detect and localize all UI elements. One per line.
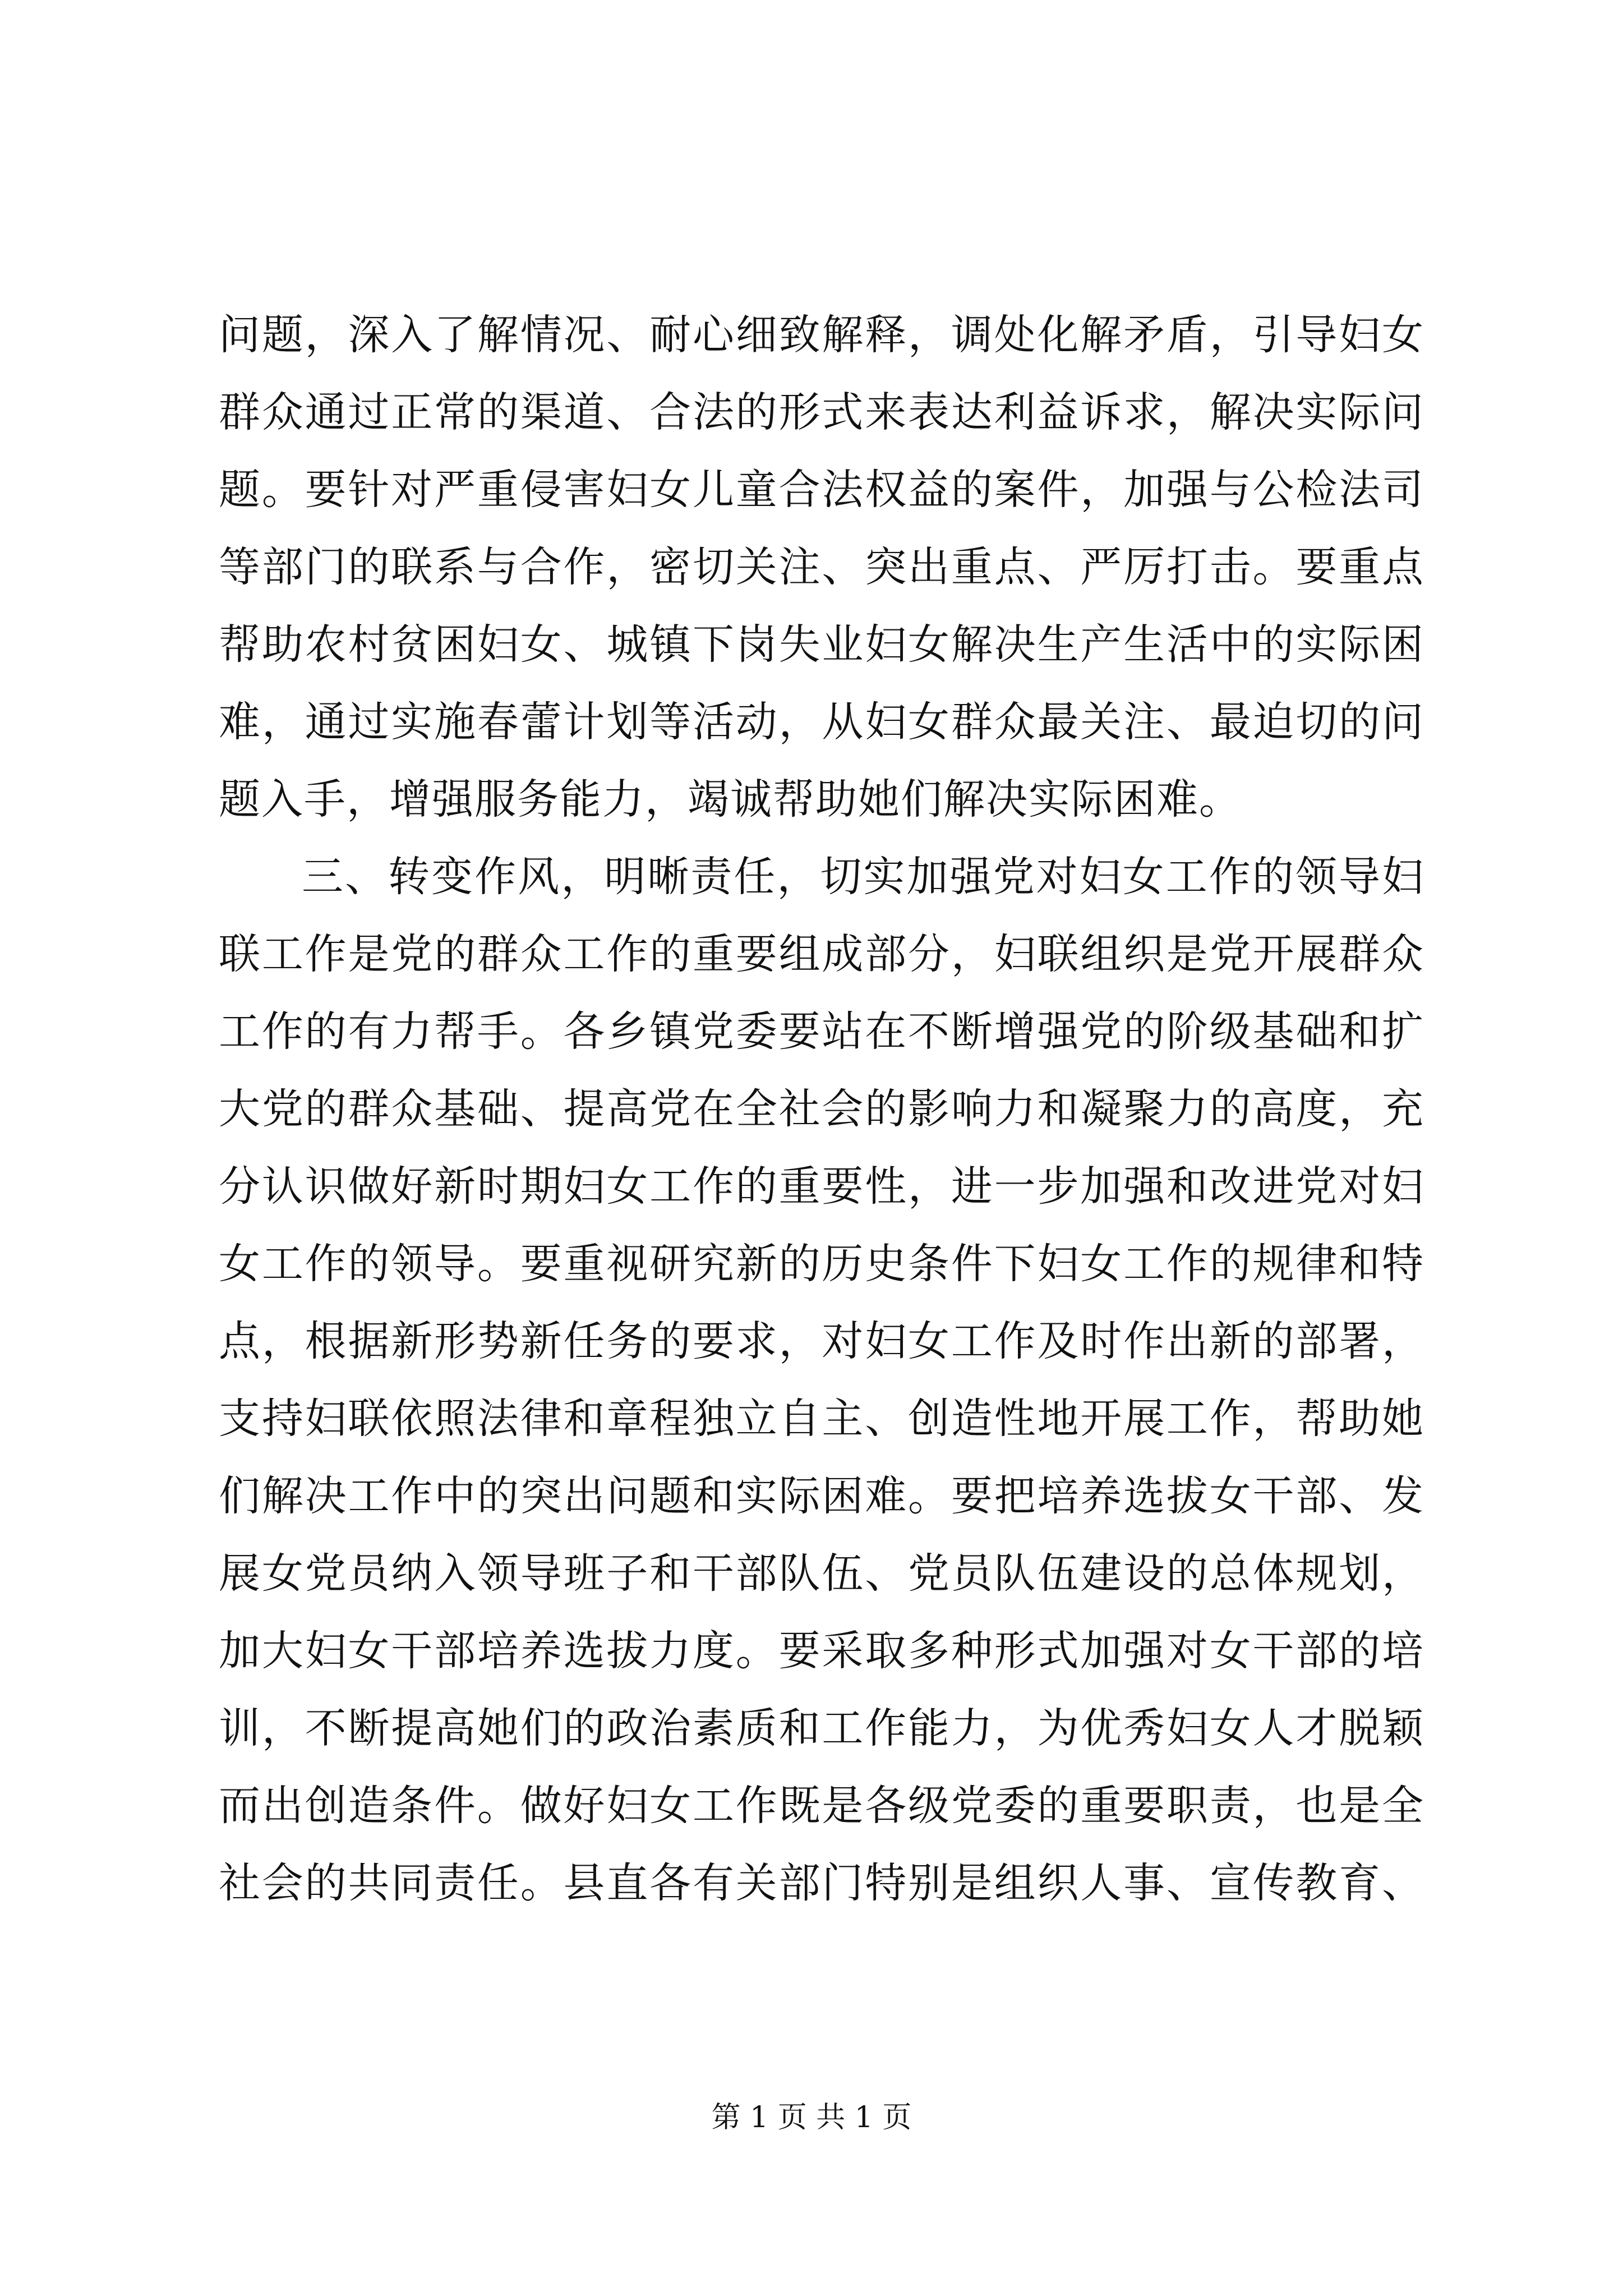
body-text-line: 而出创造条件。做好妇女工作既是各级党委的重要职责，也是全	[219, 1782, 1424, 1830]
body-text-line: 联工作是党的群众工作的重要组成部分，妇联组织是党开展群众	[219, 930, 1424, 978]
body-text-line: 群众通过正常的渠道、合法的形式来表达利益诉求，解决实际问	[219, 388, 1424, 436]
body-text-line: 大党的群众基础、提高党在全社会的影响力和凝聚力的高度，充	[219, 1085, 1424, 1133]
body-text-line: 点，根据新形势新任务的要求，对妇女工作及时作出新的部署，	[219, 1317, 1424, 1365]
body-text-line: 们解决工作中的突出问题和实际困难。要把培养选拔女干部、发	[219, 1472, 1424, 1520]
body-text-line: 题入手，增强服务能力，竭诚帮助她们解决实际困难。	[219, 775, 1242, 823]
body-text-line: 题。要针对严重侵害妇女儿童合法权益的案件，加强与公检法司	[219, 466, 1424, 514]
body-text-line: 训，不断提高她们的政治素质和工作能力，为优秀妇女人才脱颖	[219, 1704, 1424, 1752]
section-heading-line: 三、转变作风，明晰责任，切实加强党对妇女工作的领导妇	[302, 853, 1424, 901]
body-text-line: 支持妇联依照法律和章程独立自主、创造性地开展工作，帮助她	[219, 1395, 1424, 1443]
body-text-line: 女工作的领导。要重视研究新的历史条件下妇女工作的规律和特	[219, 1240, 1424, 1288]
body-text-line: 加大妇女干部培养选拔力度。要采取多种形式加强对女干部的培	[219, 1627, 1424, 1675]
body-text-line: 展女党员纳入领导班子和干部队伍、党员队伍建设的总体规划，	[219, 1549, 1424, 1598]
body-text-line: 分认识做好新时期妇女工作的重要性，进一步加强和改进党对妇	[219, 1162, 1424, 1211]
body-text-line: 社会的共同责任。县直各有关部门特别是组织人事、宣传教育、	[219, 1859, 1424, 1907]
body-text-line: 难，通过实施春蕾计划等活动，从妇女群众最关注、最迫切的问	[219, 698, 1424, 746]
body-text-line: 帮助农村贫困妇女、城镇下岗失业妇女解决生产生活中的实际困	[219, 620, 1424, 669]
page-number-footer: 第 1 页 共 1 页	[711, 2101, 912, 2134]
body-text-line: 问题，深入了解情况、耐心细致解释，调处化解矛盾，引导妇女	[219, 311, 1424, 359]
body-text-line: 工作的有力帮手。各乡镇党委要站在不断增强党的阶级基础和扩	[219, 1007, 1424, 1056]
body-text-line: 等部门的联系与合作，密切关注、突出重点、严厉打击。要重点	[219, 543, 1424, 591]
